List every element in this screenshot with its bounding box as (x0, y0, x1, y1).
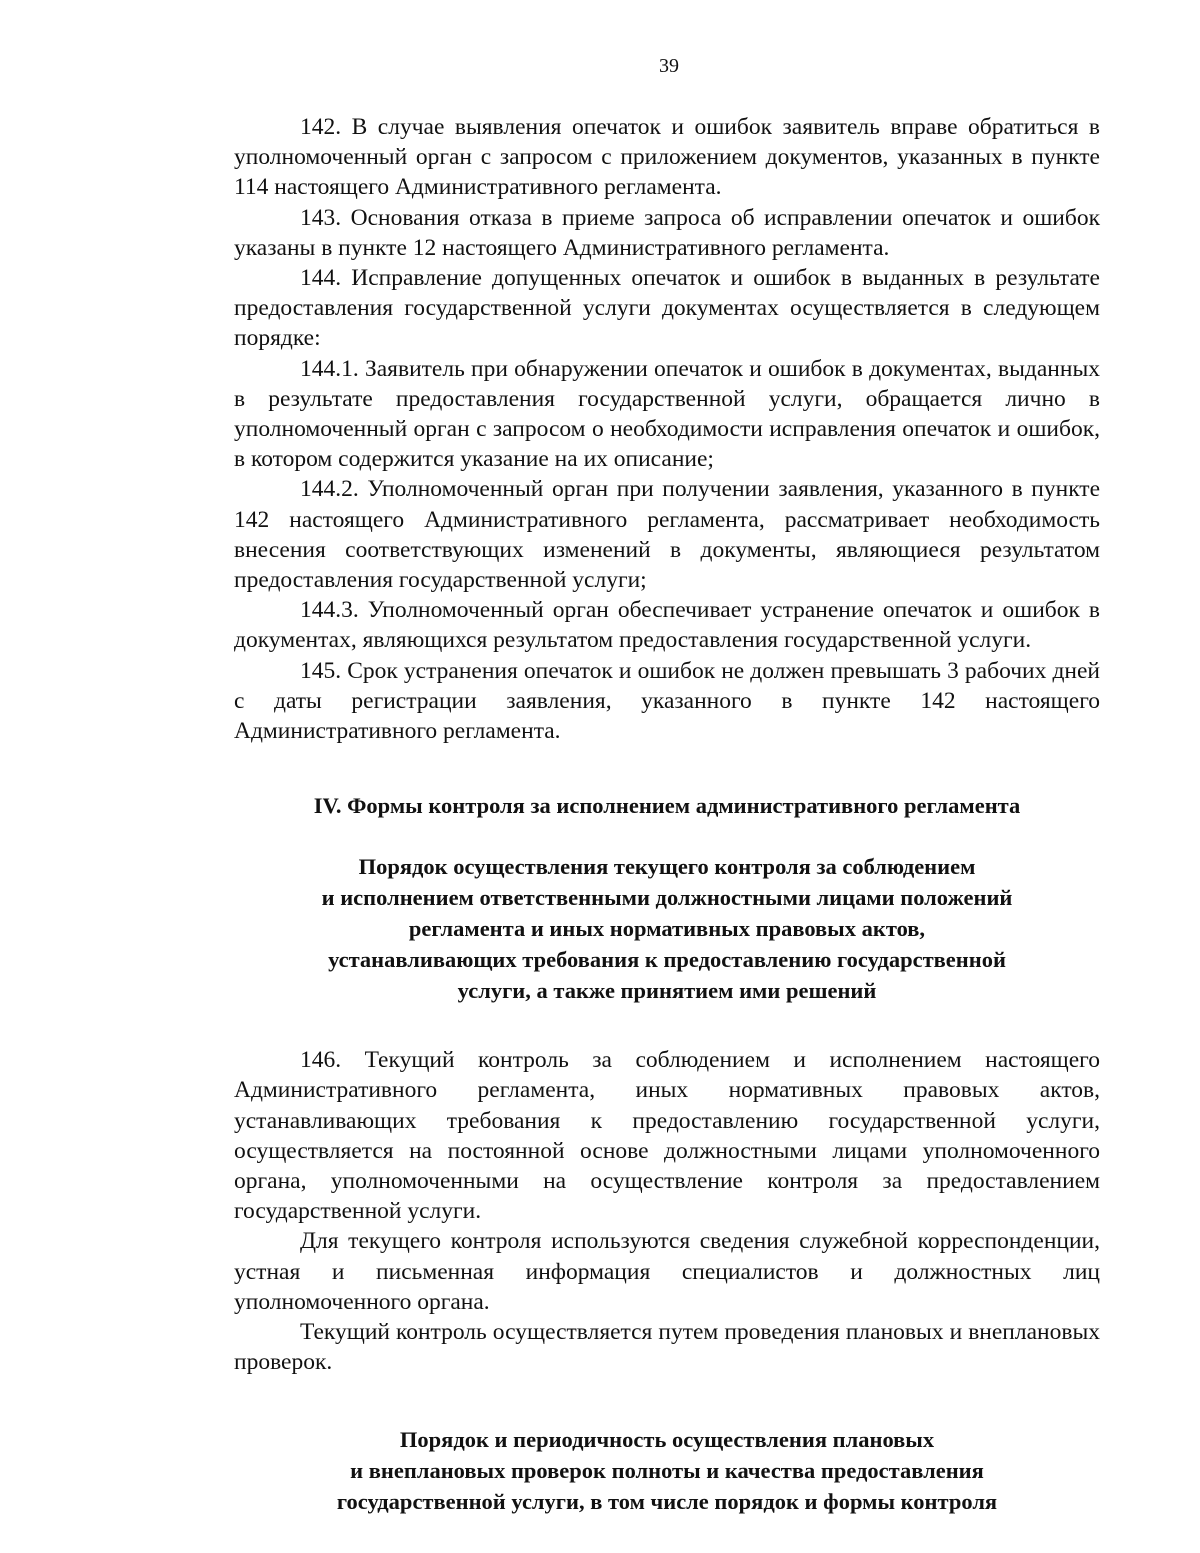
subheading-line: Порядок осуществления текущего контроля за соблюдением (358, 854, 976, 880)
paragraphs-middle (234, 1045, 1100, 1377)
subheading-current-control (234, 851, 1100, 1006)
subheading-line: регламента и иных нормативных правовых актов, (408, 916, 926, 942)
paragraph-control-sources: Для текущего контроля используются сведения служебной корреспонденции, устная и письменная информация специалистов и должностных лиц уполномоченного органа. (234, 1228, 1100, 1315)
subheading-line: и исполнением ответственными должностными лицами положений (321, 885, 1013, 911)
paragraph-146: 146. Текущий контроль за соблюдением и исполнением настоящего Административного регламента, иных нормативных правовых актов, устанавливающих требования к предоставлению государственной услуги, осуществляется на постоянной основе должностными лицами уполномоченного органа, уполномоченными на осуществление контроля за предоставлением государственной услуги. (234, 1047, 1100, 1225)
paragraph-control-inspections: Текущий контроль осуществляется путем проведения плановых и внеплановых проверок. (234, 1319, 1100, 1376)
subheading-line: и внеплановых проверок полноты и качества предоставления (350, 1457, 984, 1483)
paragraph-144: 144. Исправление допущенных опечаток и ошибок в выданных в результате предоставления государственной услуги документах осуществляется в следующем порядке: (234, 265, 1100, 352)
paragraph-144-1: 144.1. Заявитель при обнаружении опечаток и ошибок в документах, выданных в результате предоставления государственной услуги, обращается лично в уполномоченный орган с запросом о необходимости исправления опечаток и ошибок, в котором содержится указание на их описание; (234, 355, 1100, 473)
document-page (234, 52, 1100, 1517)
paragraph-144-2: 144.2. Уполномоченный орган при получении заявления, указанного в пункте 142 настоящего Административного регламента, рассматривает необходимость внесения соответствующих изменений в документы, являющиеся результатом предоставления государственной услуги; (234, 476, 1100, 594)
paragraph-144-3: 144.3. Уполномоченный орган обеспечивает устранение опечаток и ошибок в документах, являющихся результатом предоставления государственной услуги. (234, 597, 1100, 654)
paragraphs-top (234, 112, 1100, 746)
page-number: 39 (659, 55, 679, 77)
subheading-line: услуги, а также принятием ими решений (457, 978, 877, 1004)
paragraph-143: 143. Основания отказа в приеме запроса об исправлении опечаток и ошибок указаны в пункте 12 настоящего Административного регламента. (234, 204, 1100, 261)
section-title: IV. Формы контроля за исполнением административного регламента (313, 793, 1021, 819)
subheading-line: Порядок и периодичность осуществления плановых (399, 1426, 935, 1452)
subheading-inspections (234, 1424, 1100, 1517)
subheading-line: устанавливающих требования к предоставлению государственной (328, 947, 1006, 973)
subheading-line: государственной услуги, в том числе порядок и формы контроля (336, 1488, 998, 1514)
paragraph-145: 145. Срок устранения опечаток и ошибок не должен превышать 3 рабочих дней с даты регистрации заявления, указанного в пункте 142 настоящего Административного регламента. (234, 657, 1100, 745)
paragraph-142: 142. В случае выявления опечаток и ошибок заявитель вправе обратиться в уполномоченный орган с запросом с приложением документов, указанных в пункте 114 настоящего Административного регламента. (234, 114, 1100, 201)
